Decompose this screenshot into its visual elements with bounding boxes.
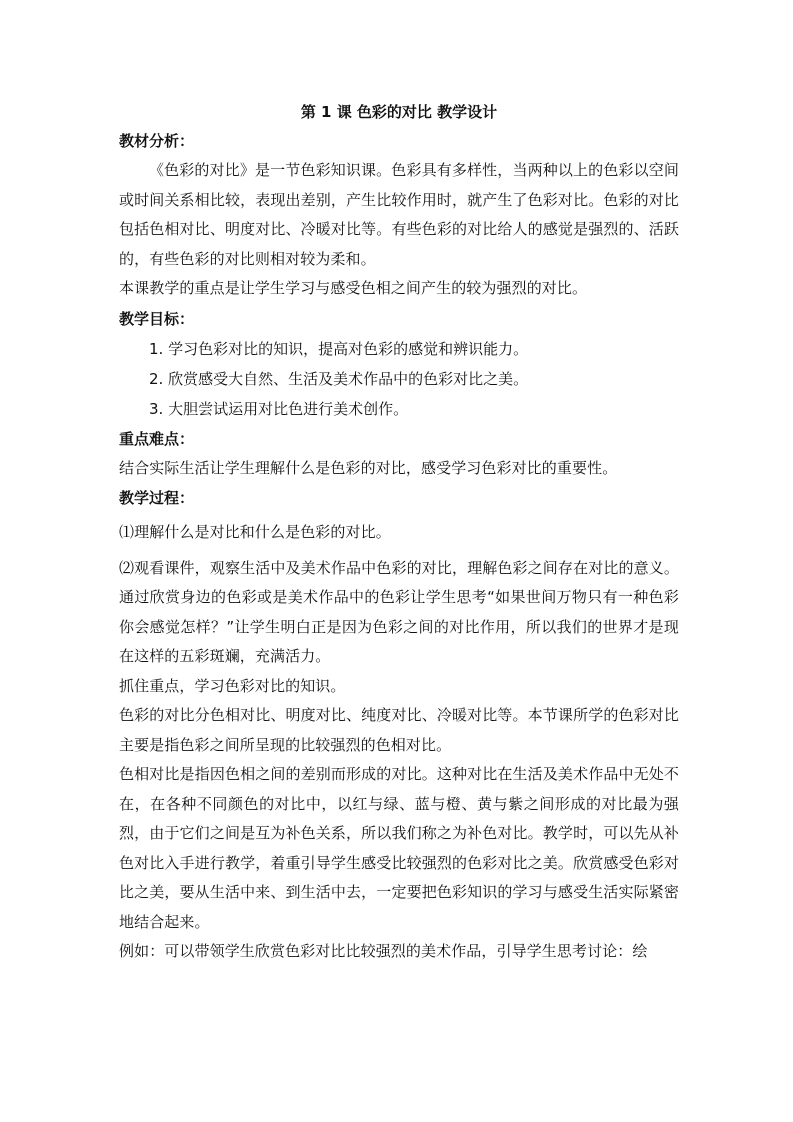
section-heading-keypoints: 重点难点： [119, 429, 195, 448]
document-body [119, 98, 679, 967]
process-paragraph-6: 例如：可以带领学生欣赏色彩对比比较强烈的美术作品，引导学生思考讨论：绘 [119, 942, 648, 960]
goals-list [119, 334, 679, 424]
analysis-paragraph-1: 《色彩的对比》是一节色彩知识课。色彩具有多样性，当两种以上的色彩以空间或时间关系相比较，表现出差别，产生比较作用时，就产生了色彩对比。色彩的对比包括色相对比、明度对比、冷暖对比等。有些色彩的对比给人的感觉是强烈的、活跃的，有些色彩的对比则相对较为柔和。 [119, 161, 679, 268]
goal-item: 2. 欣赏感受大自然、生活及美术作品中的色彩对比之美。 [149, 369, 529, 388]
process-paragraph-4: 色彩的对比分色相对比、明度对比、纯度对比、冷暖对比等。本节课所学的色彩对比主要是指色彩之间所呈现的比较强烈的色相对比。 [119, 706, 679, 754]
process-paragraph-1: ⑴理解什么是对比和什么是色彩的对比。 [119, 523, 391, 541]
section-heading-goals: 教学目标： [119, 309, 195, 328]
goal-item: 3. 大胆尝试运用对比色进行美术创作。 [149, 399, 409, 418]
keypoints-paragraph: 结合实际生活让学生理解什么是色彩的对比，感受学习色彩对比的重要性。 [119, 458, 618, 477]
document-title: 第 1 课 色彩的对比 教学设计 [300, 103, 498, 121]
section-heading-analysis: 教材分析： [119, 132, 195, 150]
process-paragraph-2: ⑵观看课件，观察生活中及美术作品中色彩的对比，理解色彩之间存在对比的意义。通过欣赏身边的色彩或是美术作品中的色彩让学生思考“如果世间万物只有一种色彩你会感觉怎样？”让学生明白正是因为色彩之间的对比作用，所以我们的世界才是现在这样的五彩斑斓，充满活力。 [119, 558, 679, 665]
goal-item: 1. 学习色彩对比的知识，提高对色彩的感觉和辨识能力。 [149, 339, 529, 358]
analysis-paragraph-2: 本课教学的重点是让学生学习与感受色相之间产生的较为强烈的对比。 [119, 279, 588, 297]
process-paragraph-5: 色相对比是指因色相之间的差别而形成的对比。这种对比在生活及美术作品中无处不在，在各种不同颜色的对比中，以红与绿、蓝与橙、黄与紫之间形成的对比最为强烈，由于它们之间是互为补色关系，所以我们称之为补色对比。教学时，可以先从补色对比入手进行教学，着重引导学生感受比较强烈的色彩对比之美。欣赏感受色彩对比之美，要从生活中来、到生活中去，一定要把色彩知识的学习与感受生活实际紧密地结合起来。 [119, 765, 679, 931]
process-paragraph-3: 抓住重点，学习色彩对比的知识。 [119, 676, 346, 695]
section-heading-process: 教学过程： [119, 489, 195, 507]
